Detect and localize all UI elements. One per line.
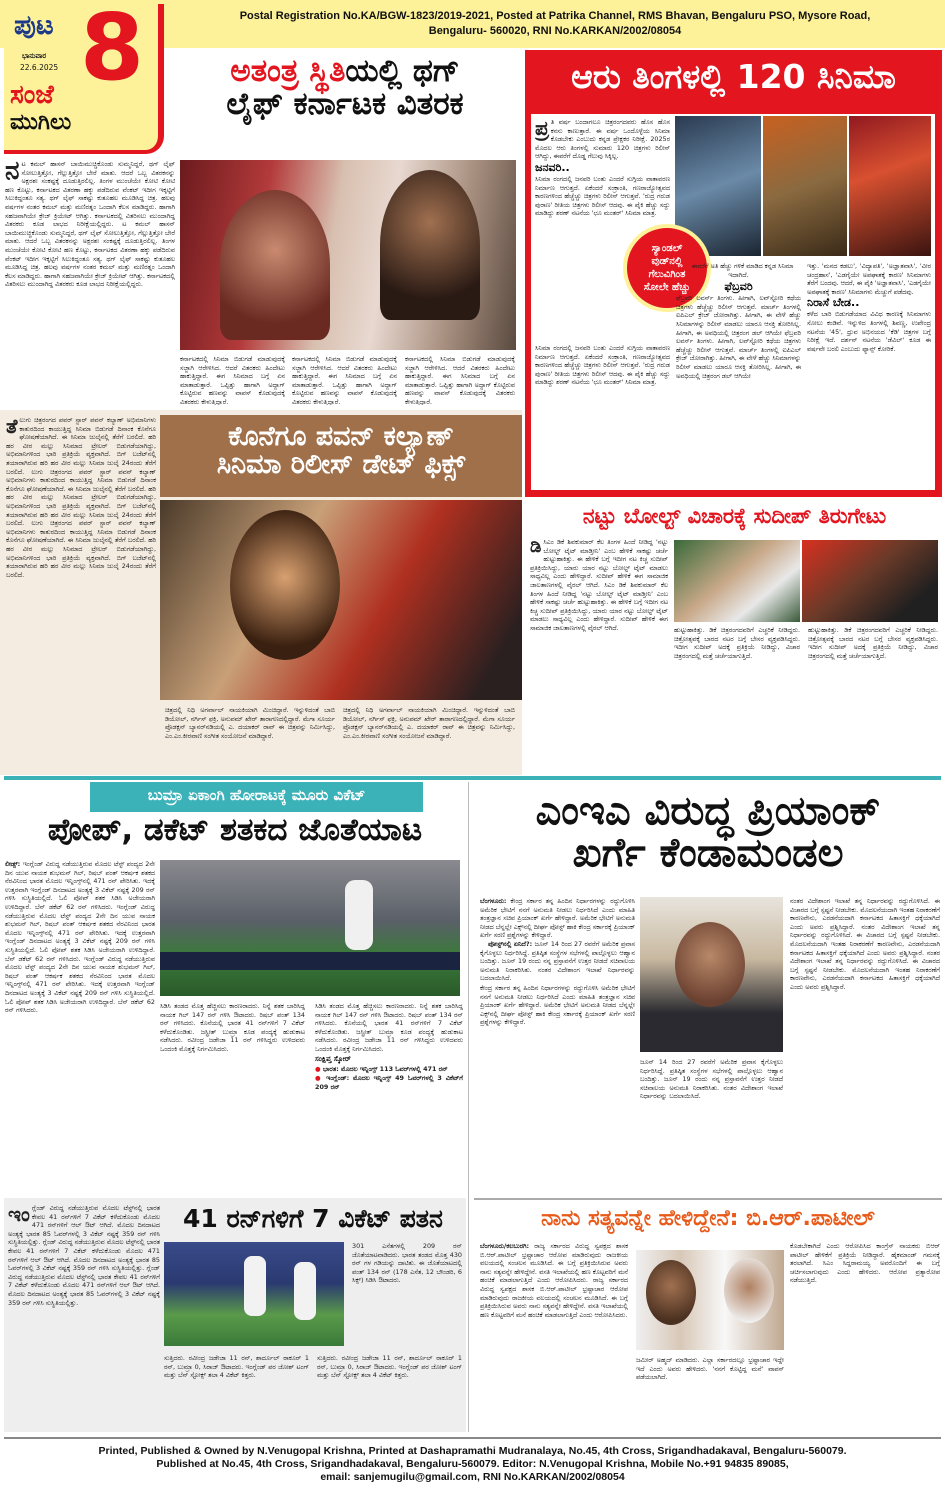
body-column: ಹುಟ್ಟುಹಾಕಿತ್ತು. ಡಿಕೆ ಚಿತ್ರರಂಗದವರಿಗೆ ಎಚ್ಚರಿಕೆ ನೀಡಿದ್ದರು. ಚಿತ್ರೋತ್ಸವಕ್ಕೆ ಬಾರದ ನಟರ ಬಗ್ಗೆ ಬೇಸರ ವ್ಯಕ್ತಪಡಿಸಿದ್ದರು. ಇದೀಗ ಸುದೀಪ್ ಅದಕ್ಕೆ ಪ್ರತಿಕ್ರಿಯೆ ನೀಡಿದ್ದು, ವಿಚಾರ ಚಿತ್ರರಂಗದಲ್ಲಿ ಮತ್ತೆ ಚರ್ಚೆಯಾಗುತ್ತಿದೆ. (674, 626, 800, 660)
headline: 41 ರನ್‌ಗಳಿಗೆ 7 ವಿಕೆಟ್ ಪತನ (183, 1204, 443, 1233)
sudeep-photo (802, 540, 938, 622)
body-column: ಜಮೀರ್ ಅಹ್ಮದ್ ಮಾಡಿದರು. ಎಲ್ಲಾ ಸರ್ಕಾರದಲ್ಲೂ ಭ್ರಷ್ಟಾಚಾರ ಇದ್ದೇ ಇದೆ ಎಂದು ಅವರು ಹೇಳಿದರು. 'ನನಗೆ ಕೊಟ್ಟಿದ್ದ ಮನೆ' ವಾಪಸ್ ಪಡೆಯಲಾಗಿದೆ. (636, 1356, 784, 1382)
footer-line: Published at No.45, 4th Cross, Srigandhadakaval, Bengaluru-560079. Editor: N.Venugopal Krishna, Mobile No.+91 94835 89085, (156, 1458, 789, 1470)
score-item: ● ಭಾರತ: ಮೊದಲ ಇನ್ನಿಂಗ್ಸ್ 113 ಓವರ್‌ಗಳಲ್ಲಿ 471 ರನ್ (315, 1064, 448, 1073)
footer-rule (4, 1437, 941, 1439)
subhead: ಪೋಸ್ಟ್‌ನಲ್ಲಿ ಏನಿದೆ?: (488, 939, 533, 948)
article-body-box (531, 114, 935, 490)
body-column: ಬೆಂಗಳೂರು: ಕೇಂದ್ರ ಸರ್ಕಾರ ತನ್ನ ಹಿಂದಿನ ನಿರ್ಧಾರಗಳನ್ನು ರದ್ದುಗೊಳಿಸಿ ಅಮೆರಿಕ ಭೇಟಿಗೆ ನನಗೆ ಅನುಮತಿ ನೀಡಲು ನಿರ್ಧರಿಸಿದೆ ಎಂದು ಮಾಹಿತಿ ತಂತ್ರಜ್ಞಾನ ಸಚಿವ ಪ್ರಿಯಾಂಕ್ ಖರ್ಗೆ ಹೇಳಿದ್ದಾರೆ. ಅಮೆರಿಕ ಭೇಟಿಗೆ ಅನುಮತಿ ನೀಡದ ಬೆನ್ನಲ್ಲೇ ಎಕ್ಸ್‌ನಲ್ಲಿ ದೀರ್ಘ ಪೋಸ್ಟ್ ಹಾಕಿ ಕೇಂದ್ರ ಸರ್ಕಾರಕ್ಕೆ ಪ್ರಿಯಾಂಕ್ ಖರ್ಗೆ ಸರಣಿ ಪ್ರಶ್ನೆಗಳನ್ನು ಕೇಳಿದ್ದಾರೆ. ಪೋಸ್ಟ್‌ನಲ್ಲಿ ಏನಿದೆ?: ಜೂನ್ 14 ರಿಂದ 27 ರವರೆಗೆ ಅಮೆರಿಕ ಪ್ರವಾಸ ಕೈಗೊಳ್ಳಲು ನಿರ್ಧರಿಸಿದ್ದೆ. ಪ್ರತಿಷ್ಠಿತ ಸಂಸ್ಥೆಗಳ ಸಭೆಗಳಲ್ಲಿ ಪಾಲ್ಗೊಳ್ಳಲು ಆಹ್ವಾನ ಬಂದಿತ್ತು. ಜೂನ್ 19 ರಂದು ನನ್ನ ಪ್ರಸ್ತಾವನೆಗೆ ಉತ್ತರ ನೀಡದೆ ಸಚಿವಾಲಯ ಅನುಮತಿ ನಿರಾಕರಿಸಿತು. ನಂತರ ವಿದೇಶಾಂಗ ಇಲಾಖೆ ನಿರ್ಧಾರವನ್ನು ಬದಲಾಯಿಸಿದೆ. ಕೇಂದ್ರ ಸರ್ಕಾರ ತನ್ನ ಹಿಂದಿನ ನಿರ್ಧಾರಗಳನ್ನು ರದ್ದುಗೊಳಿಸಿ ಅಮೆರಿಕ ಭೇಟಿಗೆ ನನಗೆ ಅನುಮತಿ ನೀಡಲು ನಿರ್ಧರಿಸಿದೆ ಎಂದು ಮಾಹಿತಿ ತಂತ್ರಜ್ಞಾನ ಸಚಿವ ಪ್ರಿಯಾಂಕ್ ಖರ್ಗೆ ಹೇಳಿದ್ದಾರೆ. ಅಮೆರಿಕ ಭೇಟಿಗೆ ಅನುಮತಿ ನೀಡದ ಬೆನ್ನಲ್ಲೇ ಎಕ್ಸ್‌ನಲ್ಲಿ ದೀರ್ಘ ಪೋಸ್ಟ್ ಹಾಕಿ ಕೇಂದ್ರ ಸರ್ಕಾರಕ್ಕೆ ಪ್ರಿಯಾಂಕ್ ಖರ್ಗೆ ಸರಣಿ ಪ್ರಶ್ನೆಗಳನ್ನು ಕೇಳಿದ್ದಾರೆ. (480, 897, 635, 1027)
headline: ಪೋಪ್, ಡಕೆಟ್ ಶತಕದ ಜೊತೆಯಾಟ (47, 812, 423, 848)
score-title: ಸಂಕ್ಷಿಪ್ತ ಸ್ಕೋರ್ (315, 1054, 351, 1063)
body-column: ಕರ್ನಾಟಕದಲ್ಲಿ ಸಿನಿಮಾ ಬಿಡುಗಡೆ ಮಾಡುವುದಕ್ಕೆ ಸಜ್ಜಾಗಿ ಆರೇಳಿಸಿದ. ಆದರೆ ವಿತರಕರು ಹಿಂದೇಟು ಹಾಕುತ್ತಿದ್ದಾರೆ. ಈಗ ಸಿನಿಮಾದ ಬಗ್ಗೆ ಏನ ಮಾತಾಡುತ್ತಾರೆ. ಒಪ್ಪಿತ್ತು ಹಾಗಾಗಿ ಅದ್ದಾಗ್ ಕೊಟ್ಟಿರುವ ಹಣವನ್ನು ವಾಪಸ್ ಕೊಡುವುದಕ್ಕೆ ವಿತರಕರು ಕೇಳುತ್ತಿದ್ದಾರೆ. (405, 355, 515, 405)
body-column: ಸಿಡಿಸಿ ತಂಡದ ಮೊತ್ತ ಹೆಚ್ಚಿಸಲು ಕಾರಣರಾದರು. ನಿನ್ನೆ ಶತಕ ಬಾರಿಸಿದ್ದ ನಾಯಕ ಗಿಲ್ 147 ರನ್ ಗಳಿಸಿ ಔಟಾದರು. ರಿಷಬ್ ಪಂತ್ 134 ರನ್ ಗಳಿಸಿದರು. ಕೊನೆಯಲ್ಲಿ ಭಾರತ 41 ರನ್‌ಗಳಿಗೆ 7 ವಿಕೆಟ್ ಕಳೆದುಕೊಂಡಿತು. ಜಸ್ಪ್ರೀತ್ ಬುಮ್ರಾ ಕೂಡ ಪಂದ್ಯಕ್ಕೆ ಹುಡುಕಾಟ ನಡೆಸಿದರು. ರವೀಂದ್ರ ಜಡೇಜಾ 11 ರನ್ ಗಳಿಸಿದ್ದರು ಉಳಿದವರು ಒಂದಂಕಿ ಮೊತ್ತಕ್ಕೆ ನಿರ್ಗಮಿಸಿದರು. (160, 1002, 305, 1053)
body-column: ಡಿಸಿಎಂ ಡಿಕೆ ಶಿವಕುಮಾರ್ ಕೆಲ ತಿಂಗಳ ಹಿಂದೆ ನೀಡಿದ್ದ 'ನಟ್ಟು ಬೋಲ್ಟ್ ಟೈಟ್ ಮಾಡ್ತೀನಿ' ಎಂಬ ಹೇಳಿಕೆ ಸಾಕಷ್ಟು ಚರ್ಚೆ ಹುಟ್ಟುಹಾಕಿತ್ತು. ಈ ಹೇಳಿಕೆ ಬಗ್ಗೆ ಇದೀಗ ನಟ ಕಿಚ್ಚ ಸುದೀಪ್ ಪ್ರತಿಕ್ರಿಯಿಸಿದ್ದು, ಯಾರು ಯಾರ ನಟ್ಟು ಬೋಲ್ಟ್ ಟೈಟ್ ಮಾಡಲು ಸಾಧ್ಯವಿಲ್ಲ ಎಂದು ಹೇಳಿದ್ದಾರೆ. ಸುದೀಪ್ ಹೇಳಿಕೆ ಈಗ ಸಾಮಾಜಿಕ ಜಾಲತಾಣಗಳಲ್ಲಿ ವೈರಲ್ ಆಗಿದೆ. ಸಿಎಂ ಡಿಕೆ ಶಿವಕುಮಾರ್ ಕೆಲ ತಿಂಗಳ ಹಿಂದೆ ನೀಡಿದ್ದ 'ನಟ್ಟು ಬೋಲ್ಟ್ ಟೈಟ್ ಮಾಡ್ತೀನಿ' ಎಂಬ ಹೇಳಿಕೆ ಸಾಕಷ್ಟು ಚರ್ಚೆ ಹುಟ್ಟುಹಾಕಿತ್ತು. ಈ ಹೇಳಿಕೆ ಬಗ್ಗೆ ಇದೀಗ ನಟ ಕಿಚ್ಚ ಸುದೀಪ್ ಪ್ರತಿಕ್ರಿಯಿಸಿದ್ದು, ಯಾರು ಯಾರ ನಟ್ಟು ಬೋಲ್ಟ್ ಟೈಟ್ ಮಾಡಲು ಸಾಧ್ಯವಿಲ್ಲ ಎಂದು ಹೇಳಿದ್ದಾರೆ. ಸುದೀಪ್ ಹೇಳಿಕೆ ಈಗ ಸಾಮಾಜಿಕ ಜಾಲತಾಣಗಳಲ್ಲಿ ವೈರಲ್ ಆಗಿದೆ. (530, 538, 668, 632)
headline: ನಾನು ಸತ್ಯವನ್ನೇ ಹೇಳಿದ್ದೇನೆ: ಬಿ.ಆರ್.ಪಾಟೀಲ್ (541, 1206, 875, 1231)
movie-still-image (763, 116, 847, 256)
body-column: ಕೊಡಬೇಕಾಗಿದೆ ಎಂದು ಆರೋಪಿಸಿದ ಕಾಂಗ್ರೆಸ್ ನಾಯಕರು ಬಿಆರ್ ಪಾಟೀಲ್ ಹೇಳಿಕೆಗೆ ಪ್ರತಿಕ್ರಿಯೆ ನೀಡಿದ್ದಾರೆ. ಹೈಕಮಾಂಡ್ ಗಮನಕ್ಕೆ ತರಲಾಗಿದೆ. ಸಿಎಂ ಸಿದ್ದರಾಮಯ್ಯ ಅವರೊಂದಿಗೆ ಈ ಬಗ್ಗೆ ಚರ್ಚಿಸಲಾಗುವುದು ಎಂದು ಹೇಳಿದರು. ಆರೋಪ ಪ್ರತ್ಯಾರೋಪ ನಡೆಯುತ್ತಿದೆ. (790, 1242, 940, 1285)
body-column: ಲೀಡ್ಸ್: ಇಂಗ್ಲೆಂಡ್ ವಿರುದ್ಧ ನಡೆಯುತ್ತಿರುವ ಮೊದಲ ಟೆಸ್ಟ್ ಪಂದ್ಯದ 2ನೇ ದಿನ ಯುವ ನಾಯಕ ಶುಭಮನ್ ಗಿಲ್, ರಿಷಬ್ ಪಂತ್ ಆಕರ್ಷಕ ಶತಕದ ನೆರವಿನಿಂದ ಭಾರತ ಮೊದಲ ಇನ್ನಿಂಗ್ಸ್‌ನಲ್ಲಿ 471 ರನ್ ಪೇರಿಸಿತು. ಇದಕ್ಕೆ ಉತ್ತರವಾಗಿ ಇಂಗ್ಲೆಂಡ್ ದಿನದಾಟದ ಅಂತ್ಯಕ್ಕೆ 3 ವಿಕೆಟ್ ನಷ್ಟಕ್ಕೆ 209 ರನ್ ಗಳಿಸಿ ಸುಸ್ಥಿತಿಯಲ್ಲಿದೆ. ಓಲಿ ಪೋಪ್ ಶತಕ ಸಿಡಿಸಿ ಅಜೇಯರಾಗಿ ಉಳಿದಿದ್ದಾರೆ. ಬೆನ್ ಡಕೆಟ್ 62 ರನ್ ಗಳಿಸಿದರು. ಇಂಗ್ಲೆಂಡ್ ವಿರುದ್ಧ ನಡೆಯುತ್ತಿರುವ ಮೊದಲ ಟೆಸ್ಟ್ ಪಂದ್ಯದ 2ನೇ ದಿನ ಯುವ ನಾಯಕ ಶುಭಮನ್ ಗಿಲ್, ರಿಷಬ್ ಪಂತ್ ಆಕರ್ಷಕ ಶತಕದ ನೆರವಿನಿಂದ ಭಾರತ ಮೊದಲ ಇನ್ನಿಂಗ್ಸ್‌ನಲ್ಲಿ 471 ರನ್ ಪೇರಿಸಿತು. ಇದಕ್ಕೆ ಉತ್ತರವಾಗಿ ಇಂಗ್ಲೆಂಡ್ ದಿನದಾಟದ ಅಂತ್ಯಕ್ಕೆ 3 ವಿಕೆಟ್ ನಷ್ಟಕ್ಕೆ 209 ರನ್ ಗಳಿಸಿ ಸುಸ್ಥಿತಿಯಲ್ಲಿದೆ. ಓಲಿ ಪೋಪ್ ಶತಕ ಸಿಡಿಸಿ ಅಜೇಯರಾಗಿ ಉಳಿದಿದ್ದಾರೆ. ಬೆನ್ ಡಕೆಟ್ 62 ರನ್ ಗಳಿಸಿದರು. ಇಂಗ್ಲೆಂಡ್ ವಿರುದ್ಧ ನಡೆಯುತ್ತಿರುವ ಮೊದಲ ಟೆಸ್ಟ್ ಪಂದ್ಯದ 2ನೇ ದಿನ ಯುವ ನಾಯಕ ಶುಭಮನ್ ಗಿಲ್, ರಿಷಬ್ ಪಂತ್ ಆಕರ್ಷಕ ಶತಕದ ನೆರವಿನಿಂದ ಭಾರತ ಮೊದಲ ಇನ್ನಿಂಗ್ಸ್‌ನಲ್ಲಿ 471 ರನ್ ಪೇರಿಸಿತು. ಇದಕ್ಕೆ ಉತ್ತರವಾಗಿ ಇಂಗ್ಲೆಂಡ್ ದಿನದಾಟದ ಅಂತ್ಯಕ್ಕೆ 3 ವಿಕೆಟ್ ನಷ್ಟಕ್ಕೆ 209 ರನ್ ಗಳಿಸಿ ಸುಸ್ಥಿತಿಯಲ್ಲಿದೆ. ಓಲಿ ಪೋಪ್ ಶತಕ ಸಿಡಿಸಿ ಅಜೇಯರಾಗಿ ಉಳಿದಿದ್ದಾರೆ. ಬೆನ್ ಡಕೆಟ್ 62 ರನ್ ಗಳಿಸಿದರು. (5, 860, 155, 1015)
body-column: ಚಿತ್ರದಲ್ಲಿ ನಿಧಿ ಅಗರ್ವಾಲ್ ನಾಯಕಿಯಾಗಿ ಮಿಂಚಿದ್ದಾರೆ. ಇನ್ನುಳಿದಂತೆ ಬಾಬಿ ಡಿಯೋಲ್, ನರ್ಗಿಸ್ ಫಕ್ರಿ, ಅನುಪಮ್ ಖೇರ್ ತಾರಾಗಣದಲ್ಲಿದ್ದಾರೆ. ಮೆಗಾ ಸೂರ್ಯ ಪ್ರೊಡಕ್ಷನ್ ಬ್ಯಾನರ್‌ನಡಿಯಲ್ಲಿ ಎ. ದಯಾಕರ್ ರಾವ್ ಈ ಚಿತ್ರವನ್ನು ನಿರ್ಮಿಸಿದ್ದು, ಎಂ.ಎಂ.ಕೀರವಾಣಿ ಸಂಗೀತ ಸಂಯೋಜನೆ ಮಾಡಿದ್ದಾರೆ. (165, 706, 335, 740)
body-column: ಇತ್ತು. 'ಮನದ ಕಡಲು', 'ವಿದ್ಯಾಪತಿ', 'ಅಜ್ಞಾತವಾಸಿ', 'ವೀರ ಚಂದ್ರಹಾಸ', 'ಎಡಗೈಯೇ ಅಪಘಾತಕ್ಕೆ ಕಾರಣ' ಸಿನಿಮಾಗಳು ತೆರೆಗೆ ಬಂದವು. ಆದರೆ, ಈ ಪೈಕಿ 'ಅಜ್ಞಾತವಾಸಿ', 'ಎಡಗೈಯೇ ಅಪಘಾತಕ್ಕೆ ಕಾರಣ' ಸಿನಿಮಾಗಳು ಮೆಚ್ಚುಗೆ ಪಡೆದವು. ನಿರಾಸೆ ಬೇಡ.. ಕಳೆದ ಬಾರಿ ಬಿಡುಗಡೆಯಾದ ವಿವಿಧ ಕಾರಣಕ್ಕೆ ಸಿನಿಮಾಗಳು ಸೋಲು ಕಂಡಿವೆ. ಇನ್ನುಳಿದ ತಿಂಗಳಲ್ಲಿ ಶಿವಣ್ಣ, ಉಪೇಂದ್ರ ನಟನೆಯ '45', ಧ್ರುವ ಅಭಿನಯದ 'ಕೆಡಿ' ಚಿತ್ರಗಳ ಬಗ್ಗೆ ನಿರೀಕ್ಷೆ ಇದೆ. ದರ್ಶನ್ ನಟನೆಯ 'ಡೆವಿಲ್' ಕೂಡ ಈ ವರ್ಷವೇ ಬರಲಿ ಎಂಬುದು ಫ್ಯಾನ್ಸ್ ಕೋರಿಕೆ. (807, 262, 931, 353)
drop-cap: ನ (5, 160, 20, 186)
priyank-kharge-photo (640, 897, 783, 1052)
dateline: ಬೆಂಗಳೂರು/ಕಲಬುರಗಿ: (480, 1242, 530, 1250)
body-column: ಜೂನ್ 14 ರಿಂದ 27 ರವರೆಗೆ ಅಮೆರಿಕ ಪ್ರವಾಸ ಕೈಗೊಳ್ಳಲು ನಿರ್ಧರಿಸಿದ್ದೆ. ಪ್ರತಿಷ್ಠಿತ ಸಂಸ್ಥೆಗಳ ಸಭೆಗಳಲ್ಲಿ ಪಾಲ್ಗೊಳ್ಳಲು ಆಹ್ವಾನ ಬಂದಿತ್ತು. ಜೂನ್ 19 ರಂದು ನನ್ನ ಪ್ರಸ್ತಾವನೆಗೆ ಉತ್ತರ ನೀಡದೆ ಸಚಿವಾಲಯ ಅನುಮತಿ ನಿರಾಕರಿಸಿತು. ನಂತರ ವಿದೇಶಾಂಗ ಇಲಾಖೆ ನಿರ್ಧಾರವನ್ನು ಬದಲಾಯಿಸಿದೆ. (640, 1058, 783, 1101)
body-column: ಪ್ರ ತಿ ವರ್ಷ ಬಂದಾಗಲೂ ಚಿತ್ರರಂಗದವರು ಹೊಸ ಹೊಸ ಕನಸು ಕಾಣುತ್ತಾರೆ. ಈ ವರ್ಷ ಒಂದೊಳ್ಳೆಯ ಸಿನಿಮಾ ಕೊಡಬೇಕು ಎಂಬುದು ಕನ್ನಡ ಪ್ರೇಕ್ಷಕರ ನಿರೀಕ್ಷೆ. 2025ರ ಮೊದಲ ಆರು ತಿಂಗಳಲ್ಲಿ ಸುಮಾರು 120 ಚಿತ್ರಗಳು ರಿಲೀಸ್ ಆಗಿದ್ದು, ಈವರೆಗೆ ದೊಡ್ಡ ಗೆಲುವು ಸಿಕ್ಕಿಲ್ಲ. ಜನವರಿ.. ಸಿನಿಮಾ ರಂಗದಲ್ಲಿ ಜನವರಿ ಬಂತು ಎಂದರೆ ಸುಗ್ಗಿಯ ವಾತಾವರಣ ನಿರ್ಮಾಣ ಆಗುತ್ತದೆ. ಏಕೆಂದರೆ ಸಂಕ್ರಾಂತಿ, ಗಣರಾಜ್ಯೋತ್ಸವದ ಕಾರಣಗಳಿಂದ ಹೆಚ್ಚೆಚ್ಚು ಚಿತ್ರಗಳು ರಿಲೀಸ್ ಆಗುತ್ತವೆ. 'ರುದ್ರ ಗರುಡ ಪುರಾಣ' ರೀತಿಯ ಚಿತ್ರಗಳು ರಿಲೀಸ್ ಆದವು. ಈ ಪೈಕಿ ಹೆಚ್ಚು ಸದ್ದು ಮಾಡಿದ್ದು ಶರಣ್ ನಟನೆಯ 'ಛೂ ಮಂತರ್' ಸಿನಿಮಾ ಮಾತ್ರ. (535, 118, 670, 218)
day: ಭಾನುವಾರ (22, 52, 47, 60)
headline: ನಟ್ಟು ಬೋಲ್ಟ್ ವಿಚಾರಕ್ಕೆ ಸುದೀಪ್ ತಿರುಗೇಟು (582, 504, 887, 528)
thug-life-poster-image (180, 160, 516, 350)
drop-cap: ಇಂ (8, 1204, 30, 1226)
article-sandalwood (525, 50, 942, 497)
body-column: ಸಿಡಿಸಿ ತಂಡದ ಮೊತ್ತ ಹೆಚ್ಚಿಸಲು ಕಾರಣರಾದರು. ನಿನ್ನೆ ಶತಕ ಬಾರಿಸಿದ್ದ ನಾಯಕ ಗಿಲ್ 147 ರನ್ ಗಳಿಸಿ ಔಟಾದರು. ರಿಷಬ್ ಪಂತ್ 134 ರನ್ ಗಳಿಸಿದರು. ಕೊನೆಯಲ್ಲಿ ಭಾರತ 41 ರನ್‌ಗಳಿಗೆ 7 ವಿಕೆಟ್ ಕಳೆದುಕೊಂಡಿತು. ಜಸ್ಪ್ರೀತ್ ಬುಮ್ರಾ ಕೂಡ ಪಂದ್ಯಕ್ಕೆ ಹುಡುಕಾಟ ನಡೆಸಿದರು. ರವೀಂದ್ರ ಜಡೇಜಾ 11 ರನ್ ಗಳಿಸಿದ್ದರು ಉಳಿದವರು ಒಂದಂಕಿ ಮೊತ್ತಕ್ಕೆ ನಿರ್ಗಮಿಸಿದರು. ಸಂಕ್ಷಿಪ್ತ ಸ್ಕೋರ್ ● ಭಾರತ: ಮೊದಲ ಇನ್ನಿಂಗ್ಸ್ 113 ಓವರ್‌ಗಳಲ್ಲಿ 471 ರನ್ ● ಇಂಗ್ಲೆಂಡ್: ಮೊದಲ ಇನ್ನಿಂಗ್ಸ್ 49 ಓವರ್‌ಗಳಲ್ಲಿ 3 ವಿಕೆಟ್‌ಗೆ 209 ರನ್ (315, 1002, 463, 1091)
body-column: ಬೆಂಗಳೂರು/ಕಲಬುರಗಿ: ರಾಜ್ಯ ಸರ್ಕಾರದ ವಿರುದ್ಧ ಸ್ವಪಕ್ಷದ ಶಾಸಕ ಬಿ.ಆರ್.ಪಾಟೀಲ್ ಭ್ರಷ್ಟಾಚಾರ ಆರೋಪ ಮಾಡಿರುವುದು ರಾಜಕೀಯ ವಲಯದಲ್ಲಿ ಸಂಚಲನ ಮೂಡಿಸಿದೆ. ಈ ಬಗ್ಗೆ ಪ್ರತಿಕ್ರಿಯಿಸಿರುವ ಅವರು ನಾನು ಸತ್ಯವನ್ನೇ ಹೇಳಿದ್ದೇನೆ. ವಸತಿ ಇಲಾಖೆಯಲ್ಲಿ ಹಣ ಕೊಟ್ಟವರಿಗೆ ಮನೆ ಹಂಚಿಕೆ ಮಾಡಲಾಗುತ್ತಿದೆ ಎಂದು ಆರೋಪಿಸಿದರು. ರಾಜ್ಯ ಸರ್ಕಾರದ ವಿರುದ್ಧ ಸ್ವಪಕ್ಷದ ಶಾಸಕ ಬಿ.ಆರ್.ಪಾಟೀಲ್ ಭ್ರಷ್ಟಾಚಾರ ಆರೋಪ ಮಾಡಿರುವುದು ರಾಜಕೀಯ ವಲಯದಲ್ಲಿ ಸಂಚಲನ ಮೂಡಿಸಿದೆ. ಈ ಬಗ್ಗೆ ಪ್ರತಿಕ್ರಿಯಿಸಿರುವ ಅವರು ನಾನು ಸತ್ಯವನ್ನೇ ಹೇಳಿದ್ದೇನೆ. ವಸತಿ ಇಲಾಖೆಯಲ್ಲಿ ಹಣ ಕೊಟ್ಟವರಿಗೆ ಮನೆ ಹಂಚಿಕೆ ಮಾಡಲಾಗುತ್ತಿದೆ ಎಂದು ಆರೋಪಿಸಿದರು. (480, 1242, 628, 1319)
headline-part: ಯಲ್ಲಿ ಥಗ್ (345, 53, 460, 89)
body-column: ಸಿನಿಮಾ ರಂಗದಲ್ಲಿ ಜನವರಿ ಬಂತು ಎಂದರೆ ಸುಗ್ಗಿಯ ವಾತಾವರಣ ನಿರ್ಮಾಣ ಆಗುತ್ತದೆ. ಏಕೆಂದರೆ ಸಂಕ್ರಾಂತಿ, ಗಣರಾಜ್ಯೋತ್ಸವದ ಕಾರಣಗಳಿಂದ ಹೆಚ್ಚೆಚ್ಚು ಚಿತ್ರಗಳು ರಿಲೀಸ್ ಆಗುತ್ತವೆ. 'ರುದ್ರ ಗರುಡ ಪುರಾಣ' ರೀತಿಯ ಚಿತ್ರಗಳು ರಿಲೀಸ್ ಆದವು. ಈ ಪೈಕಿ ಹೆಚ್ಚು ಸದ್ದು ಮಾಡಿದ್ದು ಶರಣ್ ನಟನೆಯ 'ಛೂ ಮಂತರ್' ಸಿನಿಮಾ ಮಾತ್ರ. (535, 344, 670, 387)
body-column: ನಂತರ ವಿದೇಶಾಂಗ ಇಲಾಖೆ ತನ್ನ ನಿರ್ಧಾರವನ್ನು ರದ್ದುಗೊಳಿಸಿದೆ. ಈ ವಿಚಾರದ ಬಗ್ಗೆ ಸ್ಪಷ್ಟನೆ ನೀಡಬೇಕು. ಮೊದಲನೆಯದಾಗಿ ಇಂತಹ ನಿರಾಕರಣೆಗೆ ಕಾರಣವೇನು, ಎರಡನೆಯದಾಗಿ ಕರ್ನಾಟಕದ ಹಿತಾಸಕ್ತಿಗೆ ಧಕ್ಕೆಯಾಗಿದೆ ಎಂದು ಅವರು ಪ್ರಶ್ನಿಸಿದ್ದಾರೆ. ನಂತರ ವಿದೇಶಾಂಗ ಇಲಾಖೆ ತನ್ನ ನಿರ್ಧಾರವನ್ನು ರದ್ದುಗೊಳಿಸಿದೆ. ಈ ವಿಚಾರದ ಬಗ್ಗೆ ಸ್ಪಷ್ಟನೆ ನೀಡಬೇಕು. ಮೊದಲನೆಯದಾಗಿ ಇಂತಹ ನಿರಾಕರಣೆಗೆ ಕಾರಣವೇನು, ಎರಡನೆಯದಾಗಿ ಕರ್ನಾಟಕದ ಹಿತಾಸಕ್ತಿಗೆ ಧಕ್ಕೆಯಾಗಿದೆ ಎಂದು ಅವರು ಪ್ರಶ್ನಿಸಿದ್ದಾರೆ. ನಂತರ ವಿದೇಶಾಂಗ ಇಲಾಖೆ ತನ್ನ ನಿರ್ಧಾರವನ್ನು ರದ್ದುಗೊಳಿಸಿದೆ. ಈ ವಿಚಾರದ ಬಗ್ಗೆ ಸ್ಪಷ್ಟನೆ ನೀಡಬೇಕು. ಮೊದಲನೆಯದಾಗಿ ಇಂತಹ ನಿರಾಕರಣೆಗೆ ಕಾರಣವೇನು, ಎರಡನೆಯದಾಗಿ ಕರ್ನಾಟಕದ ಹಿತಾಸಕ್ತಿಗೆ ಧಕ್ಕೆಯಾಗಿದೆ ಎಂದು ಅವರು ಪ್ರಶ್ನಿಸಿದ್ದಾರೆ. (790, 897, 940, 991)
postal-registration: Postal Registration No.KA/BGW-1823/2019-2021, Posted at Patrika Channel, RMS Bhavan, Bengaluru PSO, Mysore Road, Bengaluru- 560020, RNI No.KARKAN/2002/08054 (239, 10, 871, 37)
subhead-january: ಜನವರಿ.. (535, 160, 570, 174)
subhead-february: ಫೆಬ್ರವರಿ (724, 280, 753, 294)
sandalwood-badge: ಸ್ಯಾಂಡಲ್ ವುಡ್‌ನಲ್ಲಿ ಗೆಲುವಿಗಿಂತ ಸೋಲೇ ಹೆಚ್ಚು (623, 224, 711, 312)
column-divider (468, 782, 469, 1432)
drop-cap: ತೆ (6, 416, 18, 438)
page-number: 8 (80, 0, 145, 101)
top-rule (474, 1198, 942, 1200)
score-item: ● ಇಂಗ್ಲೆಂಡ್: ಮೊದಲ ಇನ್ನಿಂಗ್ಸ್ 49 ಓವರ್‌ಗಳಲ್ಲಿ 3 ವಿಕೆಟ್‌ಗೆ 209 ರನ್ (315, 1074, 463, 1091)
bullet-icon: ● (315, 1074, 323, 1083)
headline: ಕೊನೆಗೂ ಪವನ್ ಕಲ್ಯಾಣ್ ಸಿನಿಮಾ ರಿಲೀಸ್ ಡೇಟ್ ಫಿಕ್ಸ್ (160, 415, 522, 497)
headline: ಆರು ತಿಂಗಳಲ್ಲಿ 120 ಸಿನಿಮಾ (571, 57, 896, 96)
footer-imprint (0, 1445, 945, 1484)
body-column: ಕರ್ನಾಟಕದಲ್ಲಿ ಸಿನಿಮಾ ಬಿಡುಗಡೆ ಮಾಡುವುದಕ್ಕೆ ಸಜ್ಜಾಗಿ ಆರೇಳಿಸಿದ. ಆದರೆ ವಿತರಕರು ಹಿಂದೇಟು ಹಾಕುತ್ತಿದ್ದಾರೆ. ಈಗ ಸಿನಿಮಾದ ಬಗ್ಗೆ ಏನ ಮಾತಾಡುತ್ತಾರೆ. ಒಪ್ಪಿತ್ತು ಹಾಗಾಗಿ ಅದ್ದಾಗ್ ಕೊಟ್ಟಿರುವ ಹಣವನ್ನು ವಾಪಸ್ ಕೊಡುವುದಕ್ಕೆ ವಿತರಕರು ಕೇಳುತ್ತಿದ್ದಾರೆ. (292, 355, 397, 405)
article-pawan-kalyan (0, 410, 522, 775)
pawan-kalyan-poster-image (160, 500, 522, 700)
footer-line: Printed, Published & Owned by N.Venugopal Krishna, Printed at Dashapramathi Mudranalaya, No.45, 4th Cross, Srigandhadakaval, Bengaluru-560079. (98, 1445, 847, 1457)
dateline: ಲೀಡ್ಸ್: (5, 860, 21, 868)
body-column: ಹುಟ್ಟುಹಾಕಿತ್ತು. ಡಿಕೆ ಚಿತ್ರರಂಗದವರಿಗೆ ಎಚ್ಚರಿಕೆ ನೀಡಿದ್ದರು. ಚಿತ್ರೋತ್ಸವಕ್ಕೆ ಬಾರದ ನಟರ ಬಗ್ಗೆ ಬೇಸರ ವ್ಯಕ್ತಪಡಿಸಿದ್ದರು. ಇದೀಗ ಸುದೀಪ್ ಅದಕ್ಕೆ ಪ್ರತಿಕ್ರಿಯೆ ನೀಡಿದ್ದು, ವಿಚಾರ ಚಿತ್ರರಂಗದಲ್ಲಿ ಮತ್ತೆ ಚರ್ಚೆಯಾಗುತ್ತಿದೆ. (808, 626, 938, 660)
bullet-icon: ● (315, 1064, 321, 1073)
body-column: ಈವರೆಗೆ ಅತಿ ಹೆಚ್ಚು ಗಳಿಕೆ ಮಾಡಿದ ಕನ್ನಡ ಸಿನಿಮಾ ಇದಾಗಿದೆ. ಫೆಬ್ರವರಿ ಫೆಬ್ರವರಿ ಲವರ್ಸ್ ತಿಂಗಳು. ಹೀಗಾಗಿ, ಲವ್‌ಸ್ಟೋರಿ ಕಥೆಯ ಚಿತ್ರಗಳು ಹೆಚ್ಚೆಚ್ಚು ರಿಲೀಸ್ ಆಗುತ್ತವೆ. ಮಾರ್ಚ್ ತಿಂಗಳಲ್ಲಿ ಐಪಿಎಲ್ ಕ್ರೇಜ್ ಜೋರಾಗಿತ್ತು. ಹೀಗಾಗಿ, ಈ ವೇಳೆ ಹೆಚ್ಚು ಸಿನಿಮಾಗಳನ್ನು ರಿಲೀಸ್ ಮಾಡಲು ಯಾರೂ ಆಸಕ್ತಿ ತೋರಿಸಿಲ್ಲ. ಹೀಗಾಗಿ, ಈ ಅವಧಿಯಲ್ಲಿ ಚಿತ್ರರಂಗ ಡಲ್ ಆಗಿಯೇ ಫೆಬ್ರವರಿ ಲವರ್ಸ್ ತಿಂಗಳು. ಹೀಗಾಗಿ, ಲವ್‌ಸ್ಟೋರಿ ಕಥೆಯ ಚಿತ್ರಗಳು ಹೆಚ್ಚೆಚ್ಚು ರಿಲೀಸ್ ಆಗುತ್ತವೆ. ಮಾರ್ಚ್ ತಿಂಗಳಲ್ಲಿ ಐಪಿಎಲ್ ಕ್ರೇಜ್ ಜೋರಾಗಿತ್ತು. ಹೀಗಾಗಿ, ಈ ವೇಳೆ ಹೆಚ್ಚು ಸಿನಿಮಾಗಳನ್ನು ರಿಲೀಸ್ ಮಾಡಲು ಯಾರೂ ಆಸಕ್ತಿ ತೋರಿಸಿಲ್ಲ. ಹೀಗಾಗಿ, ಈ ಅವಧಿಯಲ್ಲಿ ಚಿತ್ರರಂಗ ಡಲ್ ಆಗಿಯೇ (676, 262, 801, 380)
movie-still-image (849, 116, 931, 256)
subhead-nirase: ನಿರಾಸೆ ಬೇಡ.. (807, 296, 860, 310)
body-column: ಸುತ್ತಿದರು. ರವೀಂದ್ರ ಜಡೇಜಾ 11 ರನ್, ಶಾರ್ದೂಲ್ ಠಾಕೂರ್ 1 ರನ್, ಬುಮ್ರಾ 0, ಸಿರಾಜ್ ಔಟಾದರು. ಇಂಗ್ಲೆಂಡ್ ಪರ ಜೋಶ್ ಟಂಗ್ ಮತ್ತು ಬೆನ್ ಸ್ಟೋಕ್ಸ್ ತಲಾ 4 ವಿಕೆಟ್ ಕಿತ್ತರು. (164, 1354, 309, 1380)
headline-line2: ಲೈಫ್ ಕರ್ನಾಟಕ ವಿತರಕ (226, 85, 464, 122)
brand-mugilu: ಮುಗಿಲು (10, 110, 72, 135)
headline: ಎಂಇಎ ವಿರುದ್ಧ ಪ್ರಿಯಾಂಕ್ ಖರ್ಗೆ ಕೆಂಡಾಮಂಡಲ (535, 788, 881, 876)
date: 22.6.2025 (20, 63, 59, 72)
footer-line: email: sanjemugilu@gmail.com, RNI No.KARKAN/2002/08054 (320, 1471, 625, 1483)
dk-shivakumar-photo (674, 540, 800, 622)
page-word: ಪುಟ (14, 10, 54, 41)
drop-cap: ಪ್ರ (535, 118, 549, 140)
br-patil-photo (636, 1250, 784, 1350)
headline-red: ಅತಂತ್ರ ಸ್ಥಿತಿ (230, 53, 346, 89)
body-column: ತೆಲುಗು ಚಿತ್ರರಂಗದ ಪವರ್ ಸ್ಟಾರ್ ಪವನ್ ಕಲ್ಯಾಣ್ ಅಭಿಮಾನಿಗಳು ಕಾತುರದಿಂದ ಕಾಯುತ್ತಿದ್ದ ಸಿನಿಮಾ ಬಿಡುಗಡೆ ದಿನಾಂಕ ಕೊನೆಗೂ ಘೋಷಣೆಯಾಗಿದೆ. ಈ ಸಿನಿಮಾ ಜುಲೈನಲ್ಲಿ ತೆರೆಗೆ ಬರಲಿದೆ. ಹರಿ ಹರ ವೀರ ಮಲ್ಲು ಸಿನಿಮಾದ ಟ್ರೇಲರ್ ಬಿಡುಗಡೆಯಾಗಿದ್ದು, ಅಭಿಮಾನಿಗಳಿಂದ ಭಾರಿ ಪ್ರತಿಕ್ರಿಯೆ ವ್ಯಕ್ತವಾಗಿದೆ. ಬಿಗ್ ಬಜೆಟ್‌ನಲ್ಲಿ ತಯಾರಾಗಿರುವ ಹರಿ ಹರ ವೀರ ಮಲ್ಲು ಸಿನಿಮಾ ಜುಲೈ 24ರಂದು ತೆರೆಗೆ ಬರಲಿದೆ. ಲುಗು ಚಿತ್ರರಂಗದ ಪವರ್ ಸ್ಟಾರ್ ಪವನ್ ಕಲ್ಯಾಣ್ ಅಭಿಮಾನಿಗಳು ಕಾತುರದಿಂದ ಕಾಯುತ್ತಿದ್ದ ಸಿನಿಮಾ ಬಿಡುಗಡೆ ದಿನಾಂಕ ಕೊನೆಗೂ ಘೋಷಣೆಯಾಗಿದೆ. ಈ ಸಿನಿಮಾ ಜುಲೈನಲ್ಲಿ ತೆರೆಗೆ ಬರಲಿದೆ. ಹರಿ ಹರ ವೀರ ಮಲ್ಲು ಸಿನಿಮಾದ ಟ್ರೇಲರ್ ಬಿಡುಗಡೆಯಾಗಿದ್ದು, ಅಭಿಮಾನಿಗಳಿಂದ ಭಾರಿ ಪ್ರತಿಕ್ರಿಯೆ ವ್ಯಕ್ತವಾಗಿದೆ. ಬಿಗ್ ಬಜೆಟ್‌ನಲ್ಲಿ ತಯಾರಾಗಿರುವ ಹರಿ ಹರ ವೀರ ಮಲ್ಲು ಸಿನಿಮಾ ಜುಲೈ 24ರಂದು ತೆರೆಗೆ ಬರಲಿದೆ. ಲುಗು ಚಿತ್ರರಂಗದ ಪವರ್ ಸ್ಟಾರ್ ಪವನ್ ಕಲ್ಯಾಣ್ ಅಭಿಮಾನಿಗಳು ಕಾತುರದಿಂದ ಕಾಯುತ್ತಿದ್ದ ಸಿನಿಮಾ ಬಿಡುಗಡೆ ದಿನಾಂಕ ಕೊನೆಗೂ ಘೋಷಣೆಯಾಗಿದೆ. ಈ ಸಿನಿಮಾ ಜುಲೈನಲ್ಲಿ ತೆರೆಗೆ ಬರಲಿದೆ. ಹರಿ ಹರ ವೀರ ಮಲ್ಲು ಸಿನಿಮಾದ ಟ್ರೇಲರ್ ಬಿಡುಗಡೆಯಾಗಿದ್ದು, ಅಭಿಮಾನಿಗಳಿಂದ ಭಾರಿ ಪ್ರತಿಕ್ರಿಯೆ ವ್ಯಕ್ತವಾಗಿದೆ. ಬಿಗ್ ಬಜೆಟ್‌ನಲ್ಲಿ ತಯಾರಾಗಿರುವ ಹರಿ ಹರ ವೀರ ಮಲ್ಲು ಸಿನಿಮಾ ಜುಲೈ 24ರಂದು ತೆರೆಗೆ ಬರಲಿದೆ. (6, 416, 156, 579)
body-column: ಸುತ್ತಿದರು. ರವೀಂದ್ರ ಜಡೇಜಾ 11 ರನ್, ಶಾರ್ದೂಲ್ ಠಾಕೂರ್ 1 ರನ್, ಬುಮ್ರಾ 0, ಸಿರಾಜ್ ಔಟಾದರು. ಇಂಗ್ಲೆಂಡ್ ಪರ ಜೋಶ್ ಟಂಗ್ ಮತ್ತು ಬೆನ್ ಸ್ಟೋಕ್ಸ್ ತಲಾ 4 ವಿಕೆಟ್ ಕಿತ್ತರು. (317, 1354, 462, 1380)
article-collapse (4, 1198, 466, 1432)
brand-sanje: ಸಂಜೆ (10, 80, 54, 110)
cricket-match-photo (160, 860, 460, 996)
body-column: ಕರ್ನಾಟಕದಲ್ಲಿ ಸಿನಿಮಾ ಬಿಡುಗಡೆ ಮಾಡುವುದಕ್ಕೆ ಸಜ್ಜಾಗಿ ಆರೇಳಿಸಿದ. ಆದರೆ ವಿತರಕರು ಹಿಂದೇಟು ಹಾಕುತ್ತಿದ್ದಾರೆ. ಈಗ ಸಿನಿಮಾದ ಬಗ್ಗೆ ಏನ ಮಾತಾಡುತ್ತಾರೆ. ಒಪ್ಪಿತ್ತು ಹಾಗಾಗಿ ಅದ್ದಾಗ್ ಕೊಟ್ಟಿರುವ ಹಣವನ್ನು ವಾಪಸ್ ಕೊಡುವುದಕ್ಕೆ ವಿತರಕರು ಕೇಳುತ್ತಿದ್ದಾರೆ. (180, 355, 285, 405)
kicker: ಬುಮ್ರಾ ಏಕಾಂಗಿ ಹೋರಾಟಕ್ಕೆ ಮೂರು ವಿಕೆಟ್ (90, 782, 423, 812)
body-column: ನಟ ಕಮಲ್ ಹಾಸನ್ ಬಾಯಿಮುಚ್ಚಿಕೊಂಡು ಸುಮ್ಮನಿದ್ದರೆ, ಥಗ್ ಲೈಫ್ ಸೋಲುತ್ತಿತ್ತೋ, ಗೆಲ್ಲುತ್ತಿತ್ತೋ ಬೇರೆ ಮಾತು. ಆದರೆ ಒಬ್ಬ ವಿತರಕನನ್ನು ಅಕ್ಷರಶಃ ಸಂಕಷ್ಟಕ್ಕೆ ದೂಡುತ್ತಿರಲಿಲ್ಲ. ತಿಂಗಳ ಮುಂಚೆಯೇ ಕೋಟಿ ಕೋಟಿ ಹಣ ಕೊಟ್ಟು, ಕರ್ನಾಟಕದ ವಿತರಣಾ ಹಕ್ಕು ಪಡೆದಿರುವ ವೆಂಕಟ್ ಇದೀಗ ಇಕ್ಕಟ್ಟಿಗೆ ಸಿಲುಕಿದ್ದಂತೂ ಸತ್ಯ. ಥಗ್ ಲೈಫ್ ಸಾಕಷ್ಟು ಕುತೂಹಲ ಮೂಡಿಸಿದ್ದ ಚಿತ್ರ. ಹಲವು ವರ್ಷಗಳ ನಂತರ ಕಮಲ್ ಮತ್ತು ಮಣಿರತ್ನಂ ಒಂದಾಗಿ ಕೆಲಸ ಮಾಡಿದ್ದರು. ಹಾಗಾಗಿ ಸಹಜವಾಗಿಯೇ ಕ್ರೇಜ್ ಕ್ರಿಯೇಟ್ ಆಗಿತ್ತು. ಕರ್ನಾಟಕದಲ್ಲಿ ವಿತರಿಸಲು ಮುಂದಾಗಿದ್ದ ವಿತರಕರು ಕೂಡ ಲಾಭದ ನಿರೀಕ್ಷೆಯಲ್ಲಿದ್ದರು. ಟ ಕಮಲ್ ಹಾಸನ್ ಬಾಯಿಮುಚ್ಚಿಕೊಂಡು ಸುಮ್ಮನಿದ್ದರೆ, ಥಗ್ ಲೈಫ್ ಸೋಲುತ್ತಿತ್ತೋ, ಗೆಲ್ಲುತ್ತಿತ್ತೋ ಬೇರೆ ಮಾತು. ಆದರೆ ಒಬ್ಬ ವಿತರಕನನ್ನು ಅಕ್ಷರಶಃ ಸಂಕಷ್ಟಕ್ಕೆ ದೂಡುತ್ತಿರಲಿಲ್ಲ. ತಿಂಗಳ ಮುಂಚೆಯೇ ಕೋಟಿ ಕೋಟಿ ಹಣ ಕೊಟ್ಟು, ಕರ್ನಾಟಕದ ವಿತರಣಾ ಹಕ್ಕು ಪಡೆದಿರುವ ವೆಂಕಟ್ ಇದೀಗ ಇಕ್ಕಟ್ಟಿಗೆ ಸಿಲುಕಿದ್ದಂತೂ ಸತ್ಯ. ಥಗ್ ಲೈಫ್ ಸಾಕಷ್ಟು ಕುತೂಹಲ ಮೂಡಿಸಿದ್ದ ಚಿತ್ರ. ಹಲವು ವರ್ಷಗಳ ನಂತರ ಕಮಲ್ ಮತ್ತು ಮಣಿರತ್ನಂ ಒಂದಾಗಿ ಕೆಲಸ ಮಾಡಿದ್ದರು. ಹಾಗಾಗಿ ಸಹಜವಾಗಿಯೇ ಕ್ರೇಜ್ ಕ್ರಿಯೇಟ್ ಆಗಿತ್ತು. ಕರ್ನಾಟಕದಲ್ಲಿ ವಿತರಿಸಲು ಮುಂದಾಗಿದ್ದ ವಿತರಕರು ಕೂಡ ಲಾಭದ ನಿರೀಕ್ಷೆಯಲ್ಲಿದ್ದರು. (5, 160, 175, 289)
drop-cap: ಡಿ (530, 538, 542, 557)
headline (170, 55, 520, 120)
body-column: ಚಿತ್ರದಲ್ಲಿ ನಿಧಿ ಅಗರ್ವಾಲ್ ನಾಯಕಿಯಾಗಿ ಮಿಂಚಿದ್ದಾರೆ. ಇನ್ನುಳಿದಂತೆ ಬಾಬಿ ಡಿಯೋಲ್, ನರ್ಗಿಸ್ ಫಕ್ರಿ, ಅನುಪಮ್ ಖೇರ್ ತಾರಾಗಣದಲ್ಲಿದ್ದಾರೆ. ಮೆಗಾ ಸೂರ್ಯ ಪ್ರೊಡಕ್ಷನ್ ಬ್ಯಾನರ್‌ನಡಿಯಲ್ಲಿ ಎ. ದಯಾಕರ್ ರಾವ್ ಈ ಚಿತ್ರವನ್ನು ನಿರ್ಮಿಸಿದ್ದು, ಎಂ.ಎಂ.ಕೀರವಾಣಿ ಸಂಗೀತ ಸಂಯೋಜನೆ ಮಾಡಿದ್ದಾರೆ. (343, 706, 515, 740)
body-column: ಇಂಗ್ಲೆಂಡ್ ವಿರುದ್ಧ ನಡೆಯುತ್ತಿರುವ ಮೊದಲ ಟೆಸ್ಟ್‌ನಲ್ಲಿ ಭಾರತ ಕೇವಲ 41 ರನ್‌ಗಳಿಗೆ 7 ವಿಕೆಟ್ ಕಳೆದುಕೊಂಡು ಮೊದಲ 471 ರನ್‌ಗಳಿಗೆ ಆಲ್ ಔಟ್ ಆಗಿದೆ. ಮೊದಲ ದಿನದಾಟದ ಅಂತ್ಯಕ್ಕೆ ಭಾರತ 85 ಓವರ್‌ಗಳಲ್ಲಿ 3 ವಿಕೆಟ್ ನಷ್ಟಕ್ಕೆ 359 ರನ್ ಗಳಿಸಿ ಸುಸ್ಥಿತಿಯಲ್ಲಿತ್ತು. ಗ್ಲೆಂಡ್ ವಿರುದ್ಧ ನಡೆಯುತ್ತಿರುವ ಮೊದಲ ಟೆಸ್ಟ್‌ನಲ್ಲಿ ಭಾರತ ಕೇವಲ 41 ರನ್‌ಗಳಿಗೆ 7 ವಿಕೆಟ್ ಕಳೆದುಕೊಂಡು ಮೊದಲ 471 ರನ್‌ಗಳಿಗೆ ಆಲ್ ಔಟ್ ಆಗಿದೆ. ಮೊದಲ ದಿನದಾಟದ ಅಂತ್ಯಕ್ಕೆ ಭಾರತ 85 ಓವರ್‌ಗಳಲ್ಲಿ 3 ವಿಕೆಟ್ ನಷ್ಟಕ್ಕೆ 359 ರನ್ ಗಳಿಸಿ ಸುಸ್ಥಿತಿಯಲ್ಲಿತ್ತು. ಗ್ಲೆಂಡ್ ವಿರುದ್ಧ ನಡೆಯುತ್ತಿರುವ ಮೊದಲ ಟೆಸ್ಟ್‌ನಲ್ಲಿ ಭಾರತ ಕೇವಲ 41 ರನ್‌ಗಳಿಗೆ 7 ವಿಕೆಟ್ ಕಳೆದುಕೊಂಡು ಮೊದಲ 471 ರನ್‌ಗಳಿಗೆ ಆಲ್ ಔಟ್ ಆಗಿದೆ. ಮೊದಲ ದಿನದಾಟದ ಅಂತ್ಯಕ್ಕೆ ಭಾರತ 85 ಓವರ್‌ಗಳಲ್ಲಿ 3 ವಿಕೆಟ್ ನಷ್ಟಕ್ಕೆ 359 ರನ್ ಗಳಿಸಿ ಸುಸ್ಥಿತಿಯಲ್ಲಿತ್ತು. (8, 1204, 160, 1307)
cricket-batsman-photo (164, 1242, 344, 1346)
dateline: ಬೆಂಗಳೂರು: (480, 897, 507, 905)
section-divider (4, 776, 941, 780)
body-column: 301 ಎಸೆತಗಳಲ್ಲಿ 209 ರನ್ ಜೊತೆಯಾಟವಾಡಿದರು. ಭಾರತ ತಂಡದ ಮೊತ್ತ 430 ರನ್ ಗಳ ಗಡಿಯನ್ನು ದಾಟಿತು. ಈ ಜೊತೆಯಾಟದಲ್ಲಿ ಪಂತ್ 134 ರನ್ (178 ಎಸೆತ, 12 ಬೌಂಡರಿ, 6 ಸಿಕ್ಸ್) ಸಿಡಿಸಿ ಔಟಾದರು. (352, 1242, 462, 1285)
